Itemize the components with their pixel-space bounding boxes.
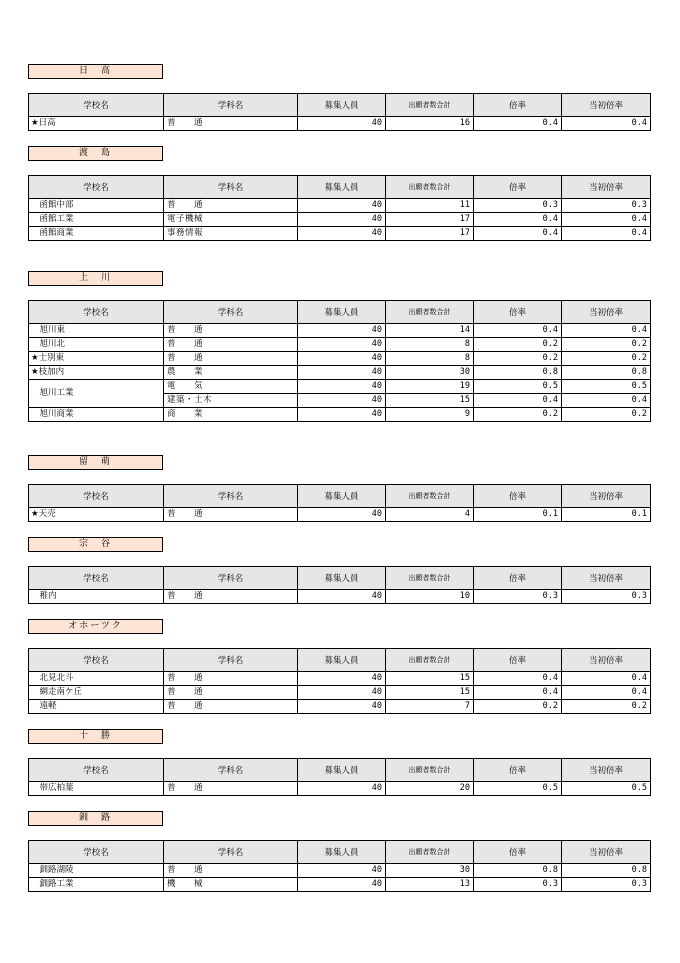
cell-initial: 0.4 — [562, 686, 651, 700]
cell-initial: 0.4 — [562, 227, 651, 241]
cell-course: 普 通 — [164, 672, 298, 686]
cell-applicants: 30 — [386, 366, 474, 380]
cell-school: 帯広柏葉 — [29, 782, 164, 796]
column-header-school: 学校名 — [29, 649, 164, 672]
cell-ratio: 0.2 — [474, 408, 562, 422]
admissions-table — [28, 300, 651, 422]
table-row — [29, 508, 651, 522]
cell-capacity: 40 — [298, 380, 386, 394]
column-header-applicants: 出願者数合計 — [386, 94, 474, 117]
admissions-table — [28, 175, 651, 241]
cell-capacity: 40 — [298, 864, 386, 878]
table-row — [29, 227, 651, 241]
region-section — [28, 619, 650, 714]
column-header-course: 学科名 — [164, 841, 298, 864]
column-header-course: 学科名 — [164, 94, 298, 117]
column-header-applicants: 出願者数合計 — [386, 176, 474, 199]
cell-school: 遠軽 — [29, 700, 164, 714]
table-row — [29, 864, 651, 878]
cell-course: 建築・土木 — [164, 394, 298, 408]
cell-initial: 0.3 — [562, 199, 651, 213]
cell-ratio: 0.4 — [474, 227, 562, 241]
cell-capacity: 40 — [298, 590, 386, 604]
cell-ratio: 0.2 — [474, 700, 562, 714]
column-header-ratio: 倍率 — [474, 176, 562, 199]
cell-course: 普 通 — [164, 864, 298, 878]
cell-school: 函館工業 — [29, 213, 164, 227]
column-header-initial-ratio: 当初倍率 — [562, 301, 651, 324]
column-header-applicants: 出願者数合計 — [386, 567, 474, 590]
table-row — [29, 380, 651, 394]
cell-applicants: 8 — [386, 338, 474, 352]
column-header-course: 学科名 — [164, 485, 298, 508]
admissions-table — [28, 484, 651, 522]
cell-school: 函館中部 — [29, 199, 164, 213]
region-label: 渡 島 — [28, 146, 163, 161]
column-header-applicants: 出願者数合計 — [386, 485, 474, 508]
admissions-table — [28, 93, 651, 131]
cell-applicants: 19 — [386, 380, 474, 394]
region-label: 宗 谷 — [28, 537, 163, 552]
cell-course: 電子機械 — [164, 213, 298, 227]
column-header-school: 学校名 — [29, 759, 164, 782]
table-row — [29, 590, 651, 604]
cell-capacity: 40 — [298, 508, 386, 522]
cell-initial: 0.8 — [562, 366, 651, 380]
table-row — [29, 199, 651, 213]
column-header-applicants: 出願者数合計 — [386, 759, 474, 782]
cell-ratio: 0.5 — [474, 782, 562, 796]
cell-initial: 0.2 — [562, 408, 651, 422]
cell-applicants: 11 — [386, 199, 474, 213]
cell-initial: 0.3 — [562, 878, 651, 892]
cell-ratio: 0.8 — [474, 864, 562, 878]
cell-capacity: 40 — [298, 352, 386, 366]
column-header-capacity: 募集人員 — [298, 841, 386, 864]
cell-applicants: 16 — [386, 117, 474, 131]
cell-school: ★天売 — [29, 508, 164, 522]
cell-ratio: 0.4 — [474, 394, 562, 408]
cell-capacity: 40 — [298, 672, 386, 686]
cell-capacity: 40 — [298, 213, 386, 227]
admissions-table — [28, 840, 651, 892]
cell-school: 旭川北 — [29, 338, 164, 352]
column-header-course: 学科名 — [164, 649, 298, 672]
column-header-capacity: 募集人員 — [298, 176, 386, 199]
column-header-course: 学科名 — [164, 567, 298, 590]
column-header-course: 学科名 — [164, 301, 298, 324]
cell-school: 旭川東 — [29, 324, 164, 338]
cell-initial: 0.4 — [562, 213, 651, 227]
table-row — [29, 878, 651, 892]
cell-course: 普 通 — [164, 700, 298, 714]
cell-course: 普 通 — [164, 199, 298, 213]
table-row — [29, 324, 651, 338]
cell-applicants: 10 — [386, 590, 474, 604]
cell-course: 普 通 — [164, 117, 298, 131]
cell-applicants: 4 — [386, 508, 474, 522]
column-header-applicants: 出願者数合計 — [386, 301, 474, 324]
table-header-row — [29, 649, 651, 672]
cell-capacity: 40 — [298, 366, 386, 380]
cell-initial: 0.2 — [562, 352, 651, 366]
cell-course: 普 通 — [164, 590, 298, 604]
column-header-capacity: 募集人員 — [298, 759, 386, 782]
cell-applicants: 14 — [386, 324, 474, 338]
cell-course: 普 通 — [164, 352, 298, 366]
admissions-table — [28, 758, 651, 796]
region-section — [28, 146, 650, 241]
table-header-row — [29, 567, 651, 590]
cell-applicants: 30 — [386, 864, 474, 878]
region-label: 日 高 — [28, 64, 163, 79]
cell-course: 事務情報 — [164, 227, 298, 241]
cell-course: 機 械 — [164, 878, 298, 892]
column-header-capacity: 募集人員 — [298, 649, 386, 672]
cell-initial: 0.2 — [562, 338, 651, 352]
cell-applicants: 17 — [386, 227, 474, 241]
cell-course: 普 通 — [164, 324, 298, 338]
cell-course: 普 通 — [164, 508, 298, 522]
column-header-initial-ratio: 当初倍率 — [562, 94, 651, 117]
cell-capacity: 40 — [298, 227, 386, 241]
cell-ratio: 0.4 — [474, 686, 562, 700]
column-header-capacity: 募集人員 — [298, 94, 386, 117]
column-header-initial-ratio: 当初倍率 — [562, 649, 651, 672]
table-row — [29, 686, 651, 700]
column-header-ratio: 倍率 — [474, 567, 562, 590]
cell-initial: 0.8 — [562, 864, 651, 878]
cell-ratio: 0.3 — [474, 878, 562, 892]
column-header-school: 学校名 — [29, 841, 164, 864]
cell-course: 普 通 — [164, 782, 298, 796]
column-header-ratio: 倍率 — [474, 94, 562, 117]
cell-ratio: 0.4 — [474, 672, 562, 686]
cell-initial: 0.4 — [562, 324, 651, 338]
cell-course: 商 業 — [164, 408, 298, 422]
column-header-school: 学校名 — [29, 301, 164, 324]
cell-course: 電 気 — [164, 380, 298, 394]
cell-applicants: 15 — [386, 394, 474, 408]
table-row — [29, 700, 651, 714]
cell-applicants: 7 — [386, 700, 474, 714]
cell-capacity: 40 — [298, 324, 386, 338]
cell-applicants: 13 — [386, 878, 474, 892]
column-header-ratio: 倍率 — [474, 485, 562, 508]
column-header-ratio: 倍率 — [474, 841, 562, 864]
table-header-row — [29, 759, 651, 782]
table-header-row — [29, 841, 651, 864]
cell-ratio: 0.2 — [474, 352, 562, 366]
cell-capacity: 40 — [298, 394, 386, 408]
cell-course: 普 通 — [164, 338, 298, 352]
table-row — [29, 672, 651, 686]
cell-capacity: 40 — [298, 338, 386, 352]
region-label: 留 萌 — [28, 455, 163, 470]
column-header-capacity: 募集人員 — [298, 567, 386, 590]
column-header-initial-ratio: 当初倍率 — [562, 567, 651, 590]
cell-capacity: 40 — [298, 878, 386, 892]
table-header-row — [29, 301, 651, 324]
region-section — [28, 537, 650, 604]
column-header-applicants: 出願者数合計 — [386, 649, 474, 672]
region-section — [28, 811, 650, 892]
cell-school: 釧路湖陵 — [29, 864, 164, 878]
cell-capacity: 40 — [298, 199, 386, 213]
region-label: 上 川 — [28, 271, 163, 286]
cell-school: 北見北斗 — [29, 672, 164, 686]
cell-initial: 0.5 — [562, 782, 651, 796]
cell-applicants: 15 — [386, 686, 474, 700]
column-header-capacity: 募集人員 — [298, 485, 386, 508]
table-row — [29, 338, 651, 352]
region-label: 十 勝 — [28, 729, 163, 744]
cell-applicants: 15 — [386, 672, 474, 686]
cell-school: 函館商業 — [29, 227, 164, 241]
table-header-row — [29, 485, 651, 508]
table-row — [29, 213, 651, 227]
cell-initial: 0.3 — [562, 590, 651, 604]
column-header-initial-ratio: 当初倍率 — [562, 485, 651, 508]
column-header-course: 学科名 — [164, 759, 298, 782]
table-row — [29, 366, 651, 380]
region-section — [28, 455, 650, 522]
table-header-row — [29, 176, 651, 199]
cell-capacity: 40 — [298, 408, 386, 422]
table-row — [29, 352, 651, 366]
cell-applicants: 9 — [386, 408, 474, 422]
column-header-initial-ratio: 当初倍率 — [562, 176, 651, 199]
cell-applicants: 8 — [386, 352, 474, 366]
cell-initial: 0.4 — [562, 672, 651, 686]
cell-applicants: 20 — [386, 782, 474, 796]
cell-course: 普 通 — [164, 686, 298, 700]
admissions-table — [28, 648, 651, 714]
cell-applicants: 17 — [386, 213, 474, 227]
cell-initial: 0.2 — [562, 700, 651, 714]
region-label: オホーツク — [28, 619, 163, 634]
cell-school: 旭川工業 — [29, 380, 164, 408]
column-header-school: 学校名 — [29, 176, 164, 199]
cell-school: 稚内 — [29, 590, 164, 604]
cell-ratio: 0.3 — [474, 590, 562, 604]
column-header-school: 学校名 — [29, 567, 164, 590]
cell-initial: 0.5 — [562, 380, 651, 394]
cell-ratio: 0.2 — [474, 338, 562, 352]
cell-capacity: 40 — [298, 117, 386, 131]
region-section — [28, 729, 650, 796]
cell-initial: 0.4 — [562, 394, 651, 408]
table-row — [29, 408, 651, 422]
cell-school: ★枝加内 — [29, 366, 164, 380]
column-header-initial-ratio: 当初倍率 — [562, 759, 651, 782]
table-row — [29, 782, 651, 796]
region-section — [28, 64, 650, 131]
cell-ratio: 0.3 — [474, 199, 562, 213]
column-header-ratio: 倍率 — [474, 649, 562, 672]
cell-school: ★日高 — [29, 117, 164, 131]
cell-school: ★士別東 — [29, 352, 164, 366]
cell-school: 旭川商業 — [29, 408, 164, 422]
cell-ratio: 0.4 — [474, 213, 562, 227]
column-header-ratio: 倍率 — [474, 301, 562, 324]
cell-ratio: 0.1 — [474, 508, 562, 522]
region-label: 釧 路 — [28, 811, 163, 826]
cell-ratio: 0.8 — [474, 366, 562, 380]
region-section — [28, 271, 650, 422]
table-header-row — [29, 94, 651, 117]
cell-capacity: 40 — [298, 700, 386, 714]
cell-course: 農 業 — [164, 366, 298, 380]
cell-initial: 0.4 — [562, 117, 651, 131]
cell-ratio: 0.4 — [474, 117, 562, 131]
cell-ratio: 0.5 — [474, 380, 562, 394]
cell-capacity: 40 — [298, 782, 386, 796]
cell-ratio: 0.4 — [474, 324, 562, 338]
table-row — [29, 117, 651, 131]
cell-school: 網走南ケ丘 — [29, 686, 164, 700]
column-header-ratio: 倍率 — [474, 759, 562, 782]
column-header-capacity: 募集人員 — [298, 301, 386, 324]
column-header-applicants: 出願者数合計 — [386, 841, 474, 864]
admissions-table — [28, 566, 651, 604]
column-header-course: 学科名 — [164, 176, 298, 199]
cell-initial: 0.1 — [562, 508, 651, 522]
column-header-school: 学校名 — [29, 94, 164, 117]
column-header-initial-ratio: 当初倍率 — [562, 841, 651, 864]
cell-school: 釧路工業 — [29, 878, 164, 892]
cell-capacity: 40 — [298, 686, 386, 700]
column-header-school: 学校名 — [29, 485, 164, 508]
